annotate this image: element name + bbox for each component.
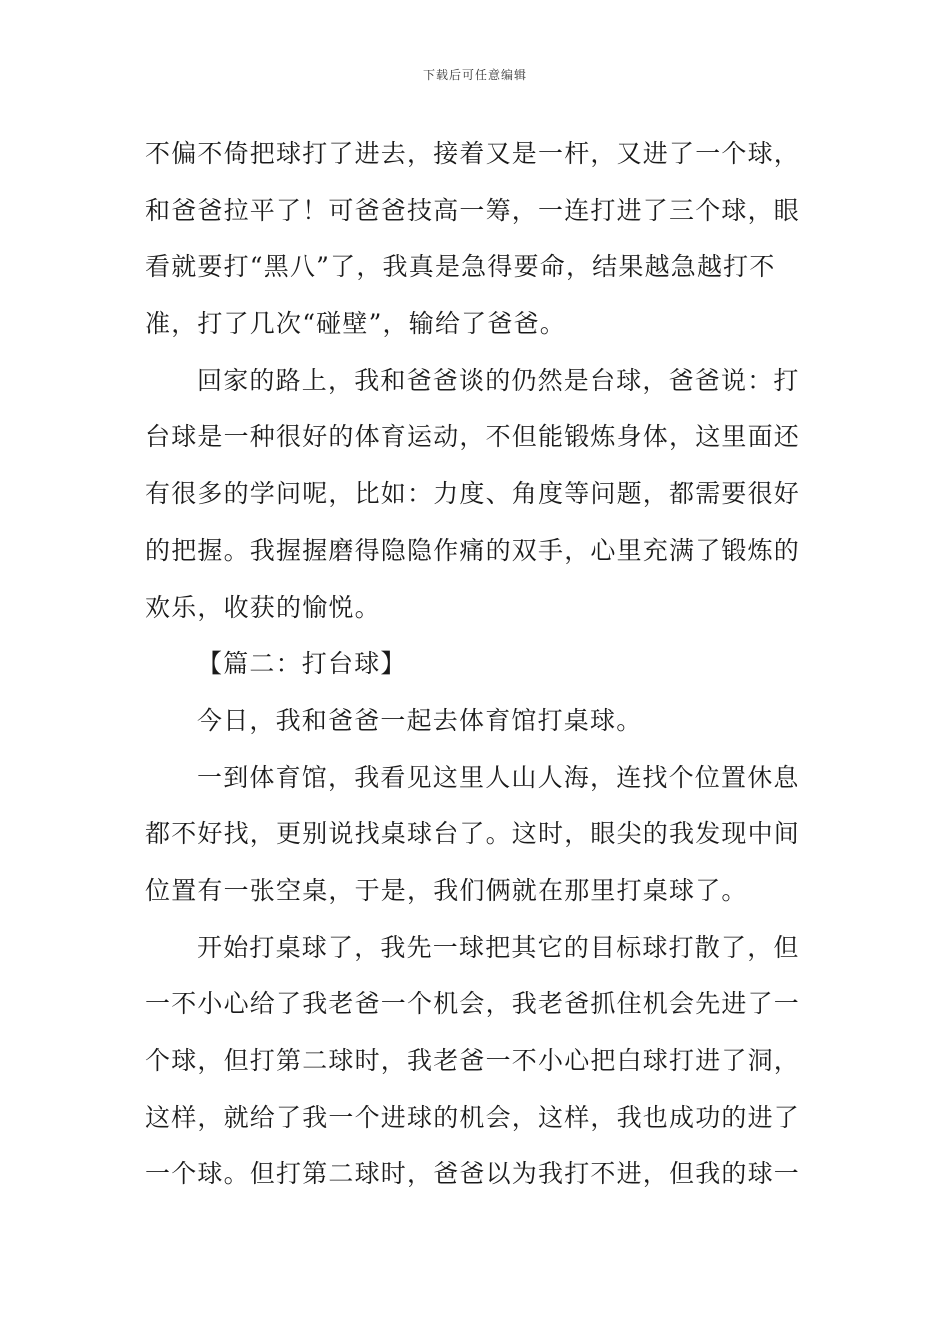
text-line-15: 开始打桌球了，我先一球把其它的目标球打散了，但 [197,932,800,962]
page-header: 下载后可任意编辑 [422,68,527,82]
text-line-11: 今日，我和爸爸一起去体育馆打桌球。 [197,705,643,735]
text-line-18: 这样，就给了我一个进球的机会，这样，我也成功的进了 [145,1102,801,1132]
text-line-5: 回家的路上，我和爸爸谈的仍然是台球，爸爸说：打 [197,365,800,395]
text-line-7: 有很多的学问呢，比如：力度、角度等问题，都需要很好 [145,479,801,509]
text-line-16: 一不小心给了我老爸一个机会，我老爸抓住机会先进了一 [145,989,801,1019]
text-line-3: 看就要打“黑八”了，我真是急得要命，结果越急越打不 [145,252,776,282]
text-line-8: 的把握。我握握磨得隐隐作痛的双手，心里充满了锻炼的 [145,535,801,565]
text-line-9: 欢乐，收获的愉悦。 [145,592,381,622]
text-line-19: 一个球。但打第二球时，爸爸以为我打不进，但我的球一 [145,1159,801,1189]
text-line-1: 不偏不倚把球打了进去，接着又是一杆，又进了一个球， [145,139,801,168]
document-body [145,126,810,1203]
text-line-17: 个球，但打第二球时，我老爸一不小心把白球打进了洞， [145,1046,801,1075]
text-line-12: 一到体育馆，我看见这里人山人海，连找个位置休息 [197,762,800,792]
text-line-6: 台球是一种很好的体育运动，不但能锻炼身体，这里面还 [145,422,801,452]
text-line-2: 和爸爸拉平了！可爸爸技高一筹，一连打进了三个球，眼 [145,195,801,225]
text-line-14: 位置有一张空桌，于是，我们俩就在那里打桌球了。 [145,875,748,905]
section-heading: 【篇二：打台球】 [197,649,407,679]
text-line-13: 都不好找，更别说找桌球台了。这时，眼尖的我发现中间 [145,819,801,849]
text-line-4: 准，打了几次“碰壁”，输给了爸爸。 [145,309,566,339]
